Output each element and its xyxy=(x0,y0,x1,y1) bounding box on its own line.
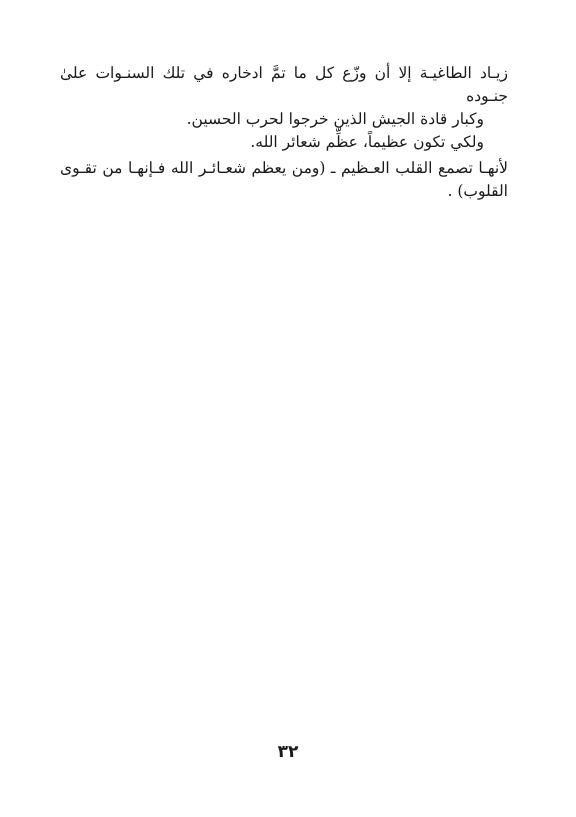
paragraph-1-line-3: ولكي تكون عظيماً، عظِّم شعائر الله. xyxy=(250,133,484,151)
page-number: ٣٢ xyxy=(277,742,299,762)
paragraph-2-line-1: لأنهـا تصمع القلب العـظيم ـ (ومن يعظم شعـائـر الله فـإنهـا من تقـوى xyxy=(60,159,508,177)
paragraph-1 xyxy=(60,62,508,154)
paragraph-2-line-2: القلوب) . xyxy=(447,182,508,200)
paragraph-2 xyxy=(60,157,508,203)
paragraph-1-line-1: زيـاد الطاغيـة إلا أن وزّع كل ما تمَّ ادخاره في تلك السنـوات علىٰ جنـوده xyxy=(60,64,508,105)
paragraph-1-line-2: وكبار قادة الجيش الذين خرجوا لحرب الحسين. xyxy=(186,110,484,128)
